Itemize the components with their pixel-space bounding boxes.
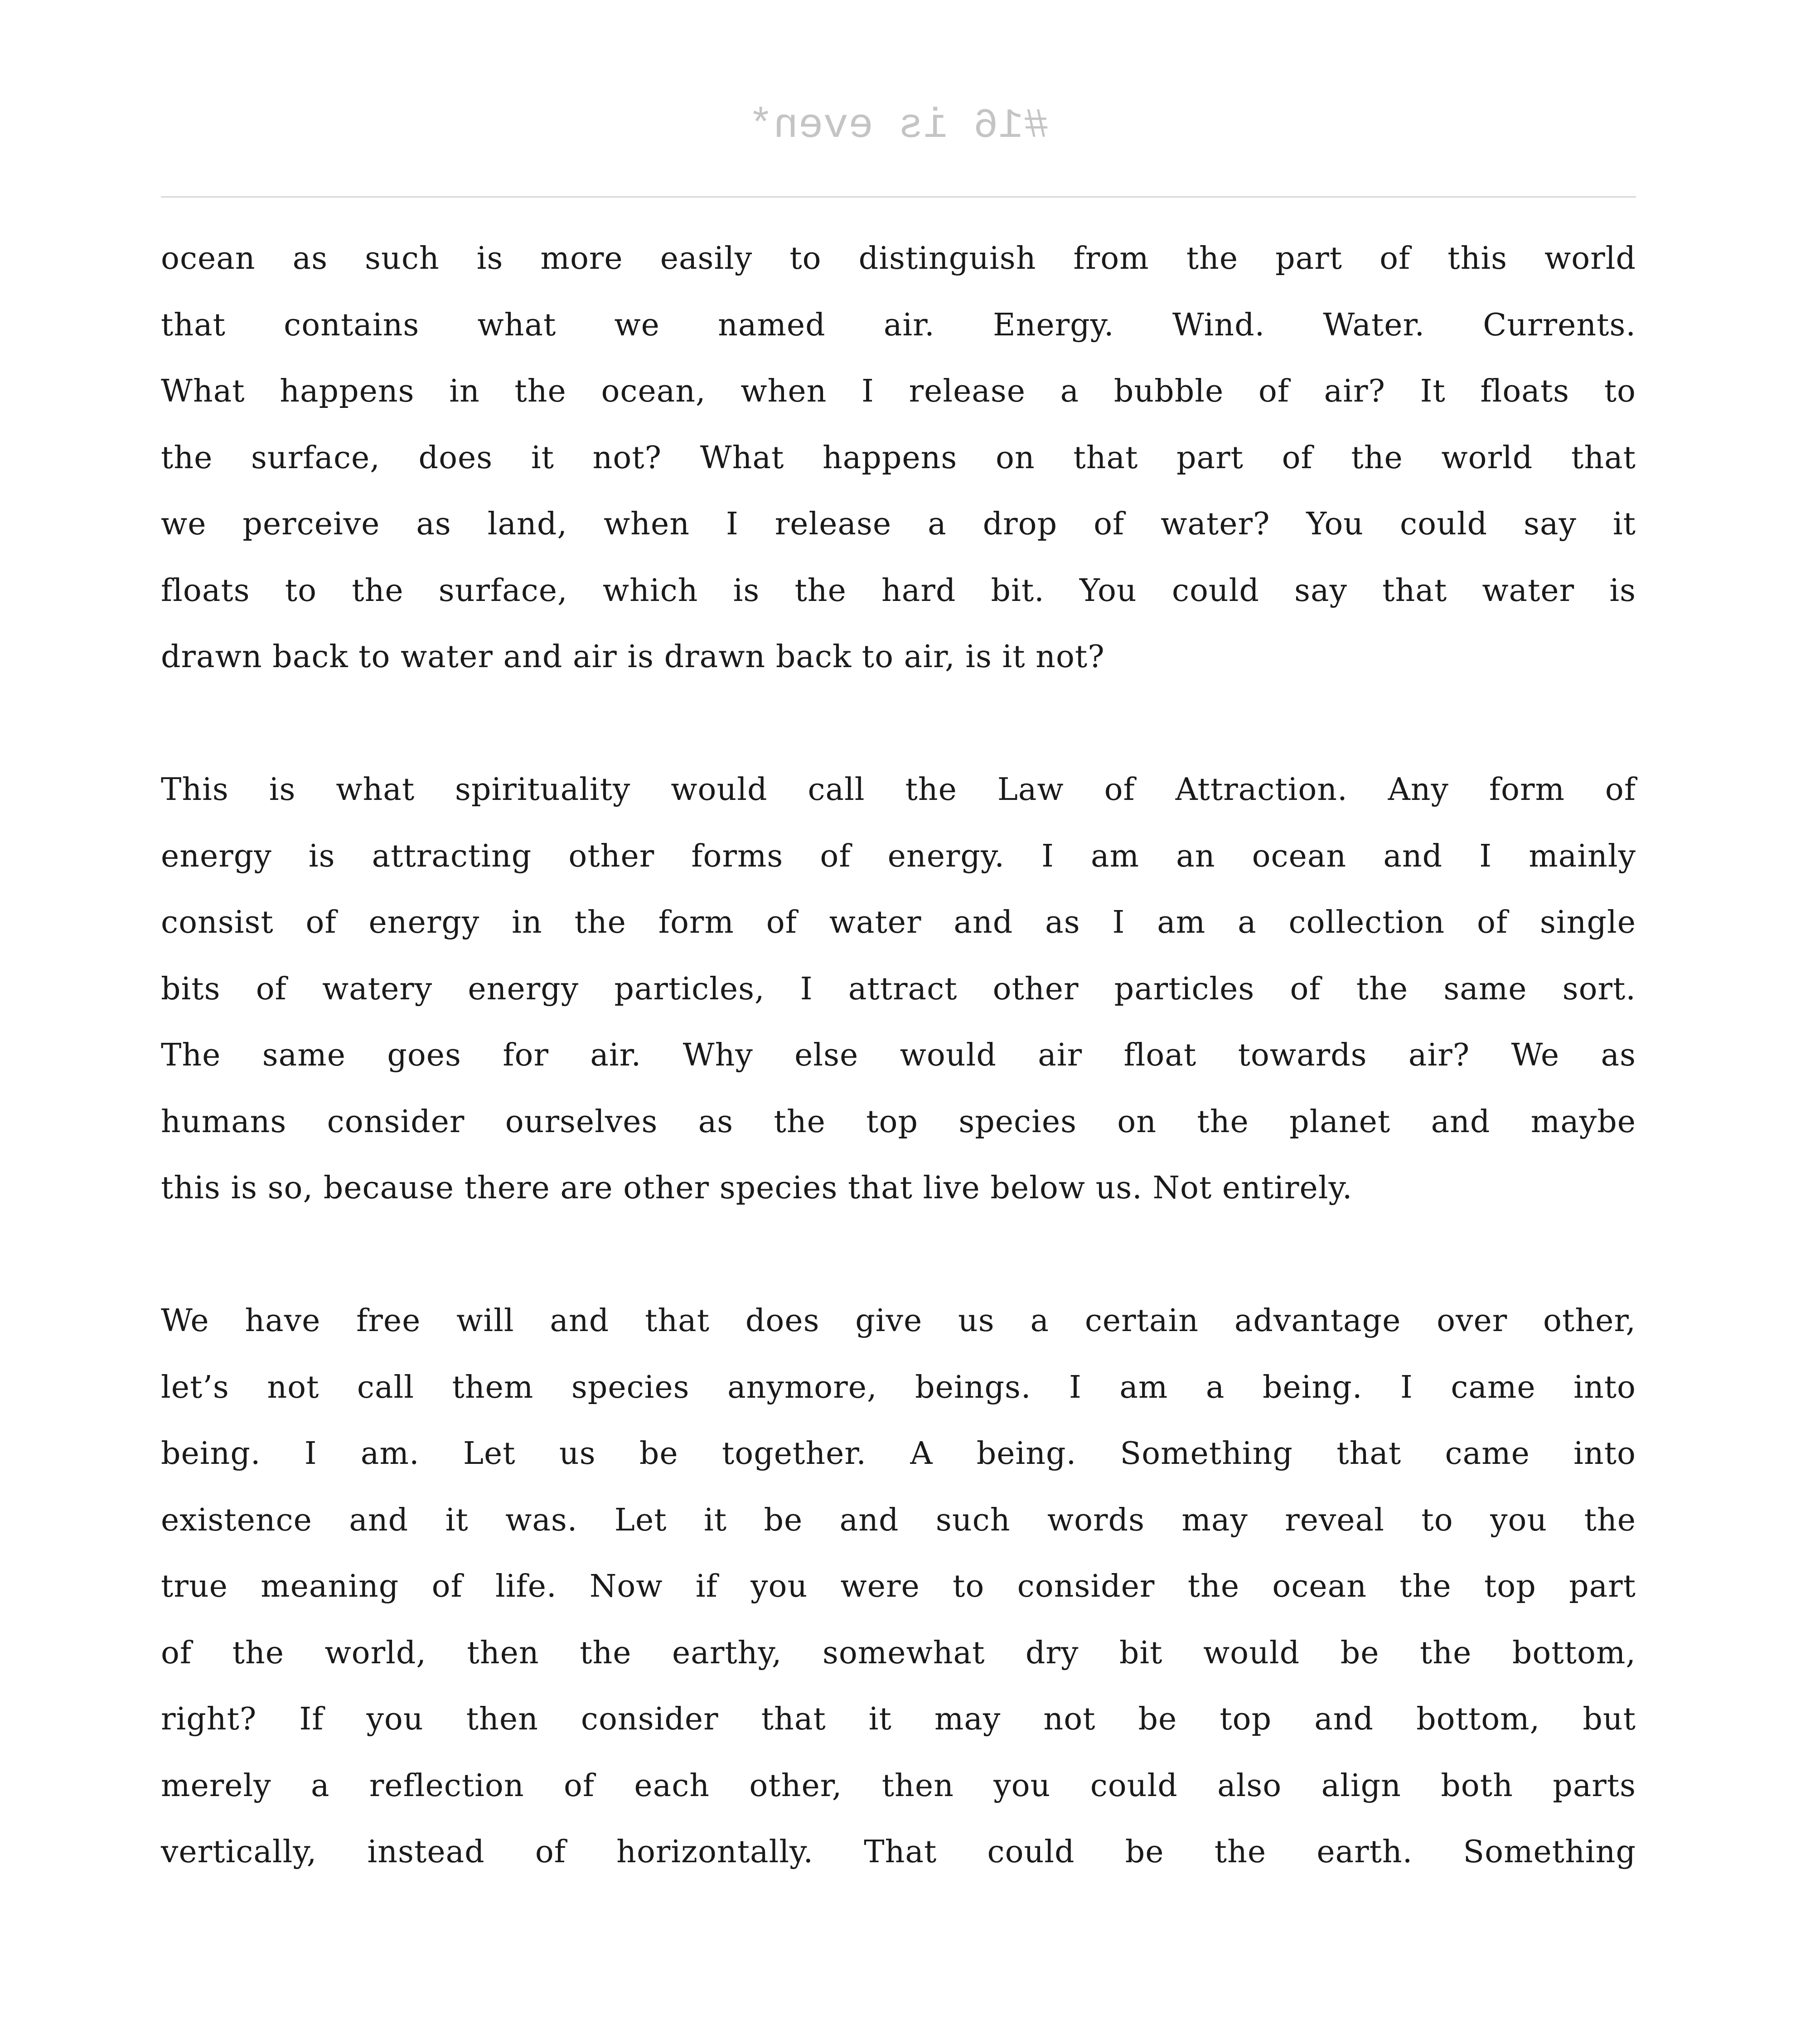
text-line: right? If you then consider that it may not be top and bottom, but xyxy=(161,1701,1636,1737)
running-head xyxy=(161,102,1636,150)
text-line: What happens in the ocean, when I release a bubble of air? It floats to xyxy=(161,373,1636,409)
text-line: floats to the surface, which is the hard bit. You could say that water is xyxy=(161,572,1636,609)
text-line: we perceive as land, when I release a drop of water? You could say it xyxy=(161,506,1636,542)
text-line: energy is attracting other forms of energy. I am an ocean and I mainly xyxy=(161,838,1636,874)
text-line: ocean as such is more easily to distinguish from the part of this world xyxy=(161,241,1636,276)
text-line: being. I am. Let us be together. A being. Something that came into xyxy=(161,1436,1636,1472)
text-line: that contains what we named air. Energy. Wind. Water. Currents. xyxy=(161,307,1636,343)
text-line: consist of energy in the form of water and as I am a collection of single xyxy=(161,905,1636,940)
text-line: humans consider ourselves as the top species on the planet and maybe xyxy=(161,1104,1636,1140)
text-line: bits of watery energy particles, I attract other particles of the same sort. xyxy=(161,971,1636,1007)
text-line: This is what spirituality would call the Law of Attraction. Any form of xyxy=(161,772,1636,808)
paragraph xyxy=(161,757,1636,1222)
text-line: this is so, because there are other species that live below us. Not entirely. xyxy=(161,1170,1353,1206)
mirrored-title: #16 is even* xyxy=(748,102,1049,150)
text-line: of the world, then the earthy, somewhat dry bit would be the bottom, xyxy=(161,1635,1636,1671)
text-line: The same goes for air. Why else would air float towards air? We as xyxy=(161,1037,1636,1073)
paragraph xyxy=(161,226,1636,691)
body-text xyxy=(161,226,1636,1952)
text-line: vertically, instead of horizontally. That could be the earth. Something xyxy=(161,1834,1636,1870)
text-line: drawn back to water and air is drawn back to air, is it not? xyxy=(161,639,1105,675)
text-line: We have free will and that does give us a certain advantage over other, xyxy=(161,1303,1636,1339)
page-header xyxy=(161,93,1636,198)
text-line: the surface, does it not? What happens on that part of the world that xyxy=(161,440,1636,476)
text-line: let’s not call them species anymore, beings. I am a being. I came into xyxy=(161,1369,1636,1405)
text-line: existence and it was. Let it be and such words may reveal to you the xyxy=(161,1502,1636,1538)
paragraph xyxy=(161,1288,1636,1886)
text-line: true meaning of life. Now if you were to consider the ocean the top part xyxy=(161,1569,1636,1604)
text-line: merely a reflection of each other, then you could also align both parts xyxy=(161,1768,1636,1804)
